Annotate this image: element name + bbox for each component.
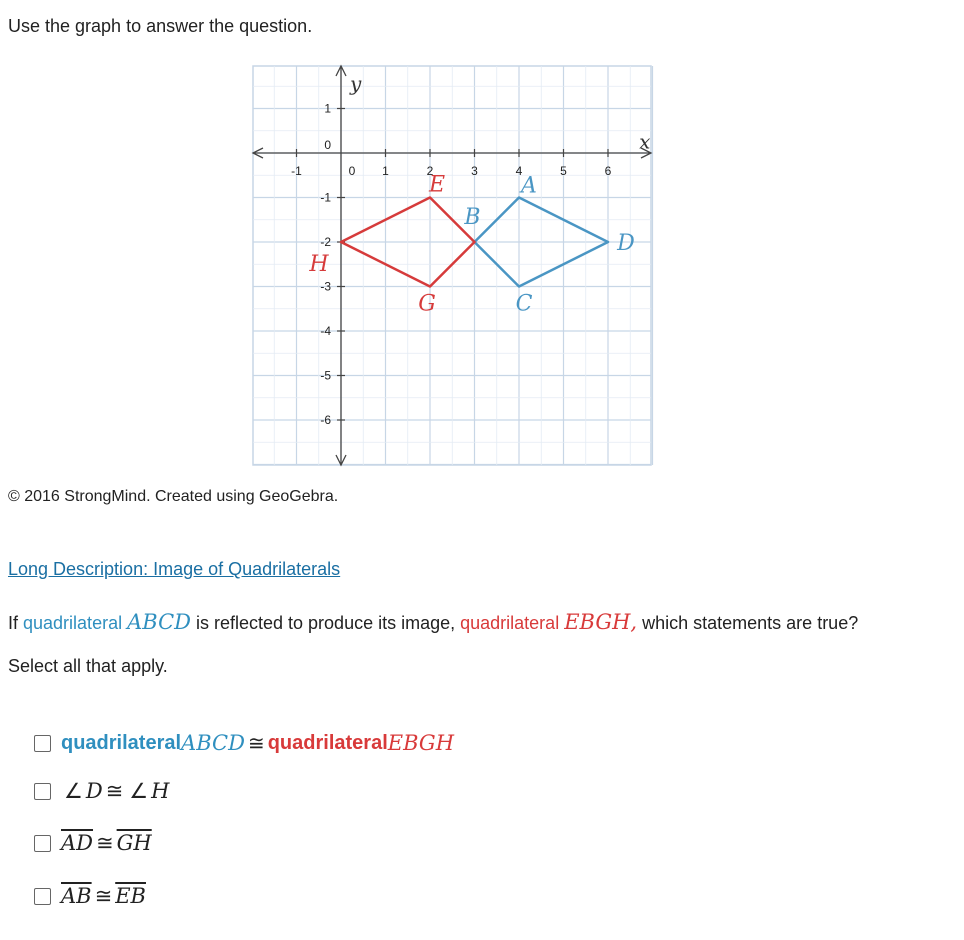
vertex-label-c: C <box>515 291 533 317</box>
option-segment-ad-gh[interactable] <box>34 831 152 855</box>
congruent-symbol: ≅ <box>96 831 114 855</box>
option-quadrilateral-congruence[interactable] <box>34 731 454 755</box>
vertex-label-e: E <box>428 172 446 198</box>
y-tick-label: -5 <box>320 368 331 383</box>
y-tick-label: 0 <box>324 138 331 152</box>
y-tick-label: 1 <box>324 101 331 116</box>
checkbox[interactable] <box>34 783 51 800</box>
y-tick-label: -1 <box>320 190 331 205</box>
quadrilateral-word-red: quadrilateral <box>460 613 565 633</box>
vertex-h: H <box>151 779 170 803</box>
option-1-word-1: quadrilateral <box>61 731 182 754</box>
x-tick-label: 6 <box>604 164 612 178</box>
segment-gh: $\overline{GH}$ <box>116 831 152 855</box>
vertex-label-d: D <box>617 231 635 256</box>
checkbox[interactable] <box>34 835 51 852</box>
vertex-label-b: B <box>464 205 481 230</box>
segment-ab: $\overline{AB}$ <box>61 884 92 908</box>
option-angle-congruence[interactable] <box>34 779 169 803</box>
option-4-expression <box>61 884 146 908</box>
quadrilateral-abcd-name: ABCD <box>127 610 191 634</box>
x-axis-label: x <box>639 129 651 154</box>
option-1-name-2: EBGH <box>387 731 455 755</box>
y-tick-label: -6 <box>320 413 331 427</box>
quadrilateral-ebgh-name: EBGH, <box>564 610 638 634</box>
x-tick-label: 5 <box>560 164 567 178</box>
angle-symbol: ∠ <box>64 779 83 803</box>
x-tick-label: 4 <box>515 164 523 178</box>
option-2-expression <box>61 779 169 803</box>
checkbox[interactable] <box>34 888 51 905</box>
option-segment-ab-eb[interactable] <box>34 884 146 908</box>
vertex-label-g: G <box>418 291 436 317</box>
option-3-expression <box>61 831 152 855</box>
long-description-link[interactable]: Long Description: Image of Quadrilaterals <box>8 559 341 579</box>
y-tick-label: -4 <box>320 324 331 338</box>
question-part-2: is reflected to produce its image, <box>190 613 461 633</box>
angle-symbol: ∠ <box>129 779 149 803</box>
vertex-label-h: H <box>309 252 329 277</box>
question-part-1: If <box>8 613 24 633</box>
x-tick-label: -1 <box>291 164 302 178</box>
option-1-word-2: quadrilateral <box>267 731 388 754</box>
checkbox[interactable] <box>34 735 51 752</box>
vertex-d: D <box>85 779 103 803</box>
question-text <box>8 610 858 634</box>
x-tick-label: 2 <box>426 164 434 178</box>
instruction-text: Use the graph to answer the question. <box>8 16 313 36</box>
y-tick-label: -3 <box>320 279 331 294</box>
y-axis-label: y <box>350 71 362 96</box>
congruent-symbol: ≅ <box>105 779 124 803</box>
x-tick-label: 3 <box>471 164 478 178</box>
segment-ad: $\overline{AD}$ <box>61 831 94 855</box>
x-tick-label: 1 <box>382 164 389 178</box>
select-prompt: Select all that apply. <box>8 656 168 676</box>
vertex-label-a: A <box>521 173 537 199</box>
y-tick-label: -2 <box>320 235 331 249</box>
x-tick-label: 0 <box>348 164 356 178</box>
option-1-name-1: ABCD <box>181 731 245 755</box>
quadrilateral-word-blue: quadrilateral <box>23 613 128 633</box>
congruent-symbol: ≅ <box>94 884 113 908</box>
copyright-text: © 2016 StrongMind. Created using GeoGebra. <box>8 488 339 505</box>
segment-eb: $\overline{EB}$ <box>115 884 146 908</box>
question-part-3: which statements are true? <box>637 613 859 633</box>
congruent-symbol: ≅ <box>247 731 265 755</box>
